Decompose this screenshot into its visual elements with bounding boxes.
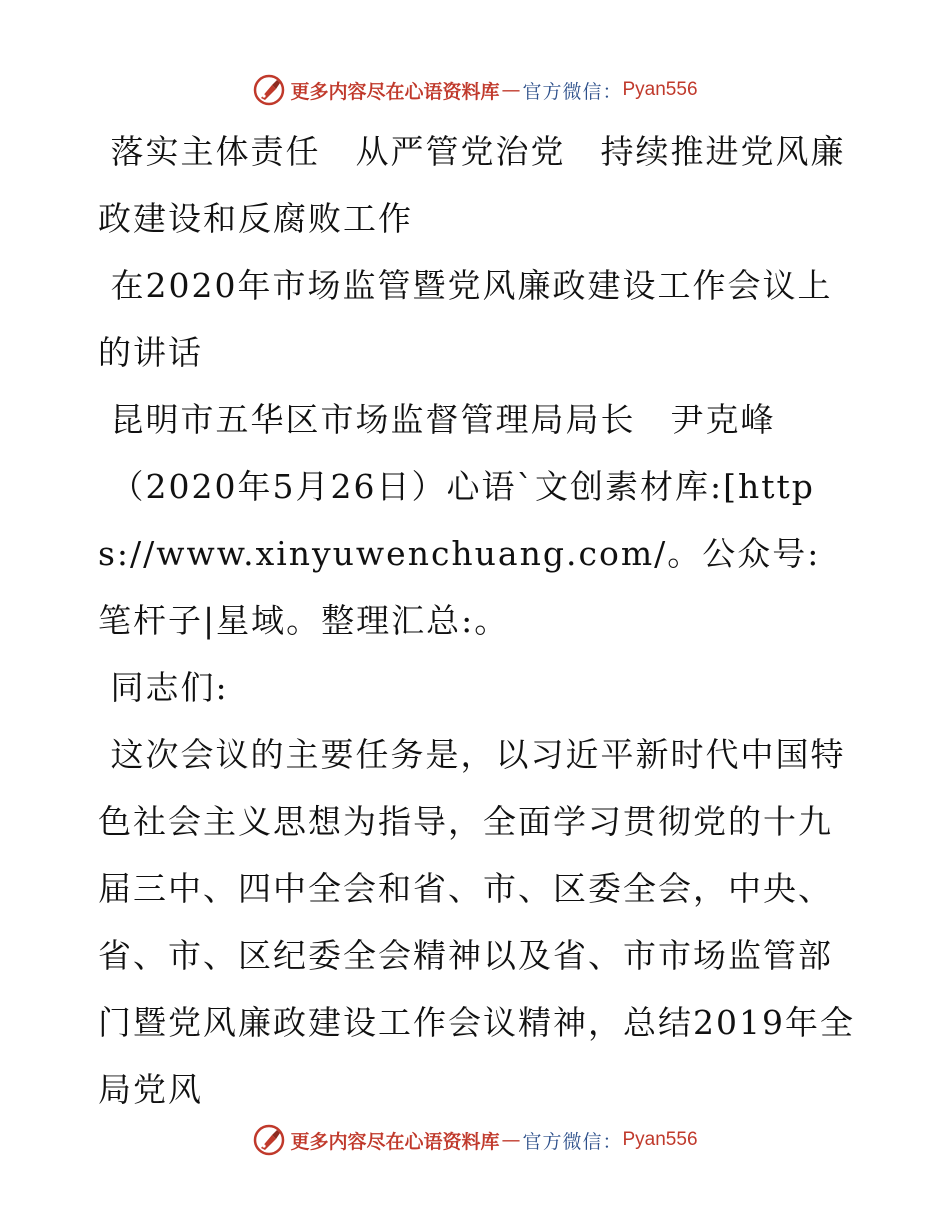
- watermark-main-text: 更多内容尽在心语资料库: [290, 80, 500, 103]
- watermark-main-text: 更多内容尽在心语资料库: [290, 1130, 500, 1153]
- pen-nib-logo-icon: [252, 73, 286, 107]
- watermark-separator: —: [501, 1129, 521, 1151]
- watermark-wechat-id: Pyan556: [622, 79, 698, 100]
- document-subtitle: 在2020年市场监管暨党风廉政建设工作会议上的讲话: [98, 266, 833, 372]
- watermark-label: 官方微信：: [522, 80, 623, 103]
- header-watermark: [0, 70, 950, 110]
- watermark-wechat-id: Pyan556: [622, 1129, 698, 1150]
- pen-nib-logo-icon: [252, 1123, 286, 1157]
- footer-watermark: [0, 1120, 950, 1160]
- document-author: 昆明市五华区市场监督管理局局长 尹克峰: [98, 400, 776, 439]
- document-body: [98, 118, 858, 1123]
- document-body-paragraph: 这次会议的主要任务是，以习近平新时代中国特色社会主义思想为指导，全面学习贯彻党的十九届三中、四中全会和省、市、区委全会，中央、省、市、区纪委全会精神以及省、市市场监管部门暨党风廉政建设工作会议精神，总结2019年全局党风: [98, 735, 855, 1109]
- watermark-label: 官方微信：: [522, 1130, 623, 1153]
- document-salutation: 同志们:: [98, 668, 229, 707]
- document-title: 落实主体责任 从严管党治党 持续推进党风廉政建设和反腐败工作: [98, 132, 846, 238]
- document-date-line: （2020年5月26日）心语`文创素材库:[https://www.xinyuwenchuang.com/。公众号: 笔杆子|星域。整理汇总:。: [98, 467, 833, 640]
- watermark-separator: —: [501, 79, 521, 101]
